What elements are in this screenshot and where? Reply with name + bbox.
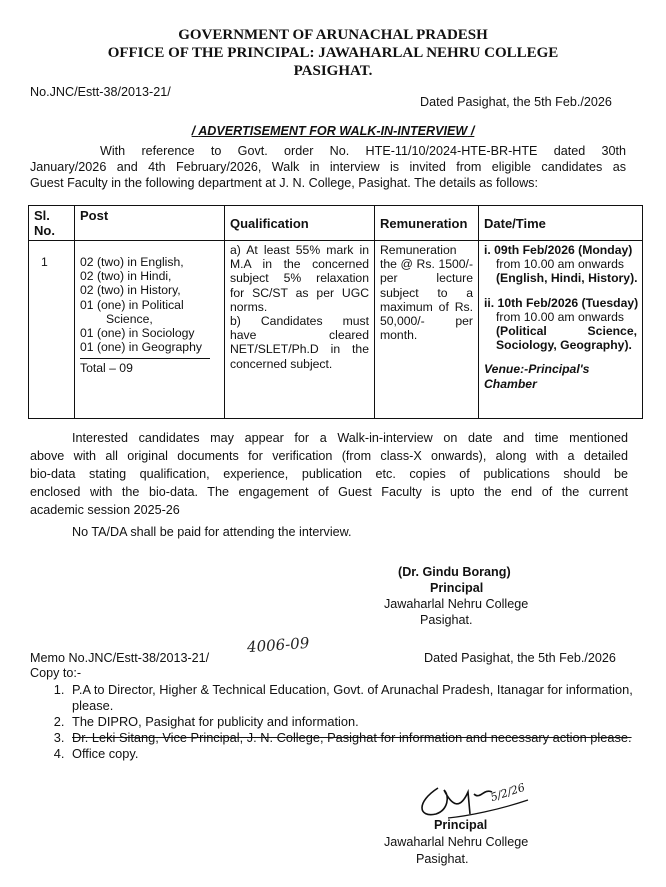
body-line-2: above with all original documents for verification (from class-X onwards), along with a detailed	[30, 449, 628, 463]
intro-line-2: January/2026 and 4th February/2026, Walk in interview is invited from eligible candidates as	[30, 160, 626, 174]
qualification-line: concerned subject.	[230, 356, 333, 371]
date-slot-2-subjects-cont: Sociology, Geography).	[496, 338, 632, 353]
cell-remuneration	[375, 241, 479, 419]
copy-item	[68, 714, 658, 730]
total-divider	[80, 358, 210, 359]
signatory-place: Pasighat.	[420, 613, 473, 627]
post-total: Total – 09	[80, 361, 133, 376]
copy-item-text: P.A to Director, Higher & Technical Education, Govt. of Arunachal Pradesh, Itanagar for information, please.	[72, 682, 633, 713]
post-item: 01 (one) in Sociology	[80, 326, 195, 341]
memo-number: Memo No.JNC/Estt-38/2013-21/	[30, 651, 210, 665]
qualification-line: for SC/ST as per UGC	[230, 285, 369, 300]
details-table	[28, 205, 643, 419]
spacer	[484, 352, 637, 362]
post-item: 02 (two) in Hindi,	[80, 269, 172, 284]
qualification-line: a) At least 55% mark in	[230, 243, 369, 257]
date-slot-2-subjects: (Political Science,	[496, 324, 637, 339]
signatory-name: (Dr. Gindu Borang)	[398, 565, 511, 579]
remuneration-line: per lecture	[380, 271, 473, 286]
signature-handwritten-date: 5/2/26	[488, 780, 527, 805]
govt-heading: GOVERNMENT OF ARUNACHAL PRADESH	[178, 27, 488, 43]
body-line-3: bio-data stating qualification, experience, publication etc. copies of publications should be	[30, 467, 628, 481]
qualification-line: M.A in the concerned	[230, 257, 369, 272]
intro-line-1: With reference to Govt. order No. HTE-11/10/2024-HTE-BR-HTE dated 30th	[100, 144, 626, 158]
principal-place: Pasighat.	[416, 852, 469, 866]
date-slot-1-time: from 10.00 am onwards	[496, 257, 625, 272]
header-post: Post	[75, 206, 225, 241]
remuneration-line: month.	[380, 328, 418, 343]
cell-posts	[75, 241, 225, 419]
office-heading: OFFICE OF THE PRINCIPAL: JAWAHARLAL NEHRU COLLEGE	[107, 45, 559, 61]
cell-date-time	[479, 241, 643, 419]
post-item: 02 (two) in History,	[80, 283, 181, 298]
intro-line-3: Guest Faculty in the following department at J. N. College, Pasighat. The details as follows:	[30, 176, 538, 190]
qualification-line: NET/SLET/Ph.D in the	[230, 342, 369, 357]
copy-item-text: The DIPRO, Pasighat for publicity and information.	[72, 714, 359, 729]
body-line-5: academic session 2025-26	[30, 503, 180, 517]
copy-item-text: Office copy.	[72, 746, 139, 761]
principal-designation: Principal	[434, 818, 488, 832]
date-slot-2-time: from 10.00 am onwards	[496, 309, 625, 324]
memo-handwritten-number: 4006-09	[246, 633, 310, 657]
document-title-text: ADVERTISEMENT FOR WALK-IN-INTERVIEW	[198, 124, 468, 138]
post-item: Science,	[106, 311, 153, 326]
header-sl-no: Sl. No.	[29, 206, 75, 241]
table-header-row	[29, 206, 643, 241]
qualification-line: subject 5% relaxation	[230, 271, 369, 286]
reference-number: No.JNC/Estt-38/2013-21/	[30, 85, 171, 99]
copy-item	[68, 730, 658, 746]
post-item: 01 (one) in Political	[80, 297, 184, 312]
date-slot-1-subjects: (English, Hindi, History).	[496, 271, 638, 286]
qualification-line: norms.	[230, 299, 268, 314]
copy-item	[68, 682, 658, 714]
spacer	[484, 286, 637, 296]
place-heading: PASIGHAT.	[293, 63, 373, 79]
table-row	[29, 241, 643, 419]
copy-to-label: Copy to:-	[30, 666, 82, 680]
principal-college: Jawaharlal Nehru College	[384, 835, 529, 849]
no-ta-da-note: No TA/DA shall be paid for attending the interview.	[72, 525, 352, 539]
copy-item	[68, 746, 658, 762]
sl-number: 1	[41, 255, 48, 269]
qualification-line: b) Candidates must	[230, 314, 369, 329]
venue-line-1: Venue:-Principal's	[484, 362, 590, 377]
cell-qualification	[225, 241, 375, 419]
reference-date: Dated Pasighat, the 5th Feb./2026	[420, 95, 612, 109]
remuneration-line: 50,000/- per	[380, 314, 473, 329]
post-item: 02 (two) in English,	[80, 255, 184, 269]
body-line-4: enclosed with the bio-data. The engagement of Guest Faculty is upto the end of the current	[30, 485, 628, 499]
date-slot-1-date: i. 09th Feb/2026 (Monday)	[484, 243, 633, 257]
cell-sl-no	[29, 241, 75, 419]
remuneration-line: Remuneration	[380, 243, 457, 257]
post-item: 01 (one) in Geography	[80, 340, 202, 355]
remuneration-line: subject to a	[380, 285, 473, 300]
header-date-time: Date/Time	[479, 206, 643, 241]
date-slot-2-date: ii. 10th Feb/2026 (Tuesday)	[484, 295, 639, 310]
header-qualification: Qualification	[225, 206, 375, 241]
remuneration-line: the @ Rs. 1500/-	[380, 257, 473, 272]
copy-list	[44, 682, 658, 762]
memo-date: Dated Pasighat, the 5th Feb./2026	[424, 651, 616, 665]
body-line-1: Interested candidates may appear for a Walk-in-interview on date and time mentioned	[72, 431, 628, 445]
remuneration-line: maximum of Rs.	[380, 299, 473, 314]
qualification-line: have cleared	[230, 328, 369, 343]
signatory-college: Jawaharlal Nehru College	[384, 597, 529, 611]
copy-item-text-struck: Dr. Leki Sitang, Vice Principal, J. N. College, Pasighat for information and necessary action please.	[72, 730, 632, 745]
venue-line-2: Chamber	[484, 376, 537, 391]
document-title: / ADVERTISEMENT FOR WALK-IN-INTERVIEW /	[191, 124, 475, 138]
signatory-designation: Principal	[430, 581, 484, 595]
header-remuneration: Remuneration	[375, 206, 479, 241]
